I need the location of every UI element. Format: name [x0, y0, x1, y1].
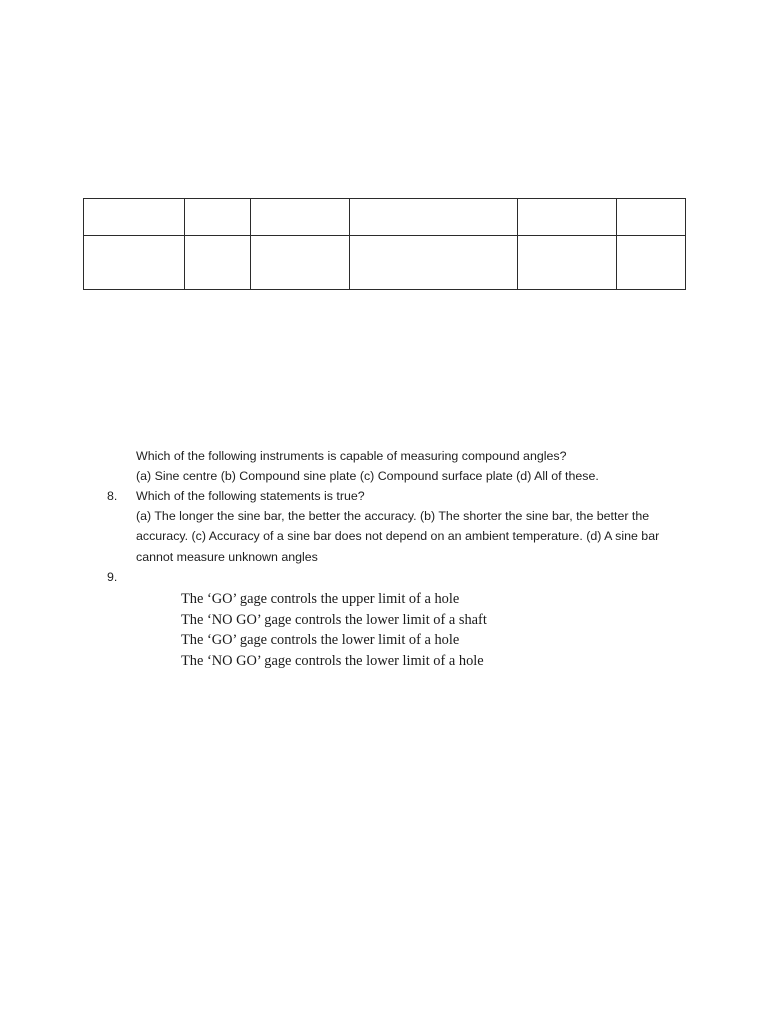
question-7-options: (a) Sine centre (b) Compound sine plate (c) Compound surface plate (d) All of these.: [136, 469, 599, 484]
table-cell: [617, 236, 686, 290]
question-8-options-line-3: cannot measure unknown angles: [136, 549, 318, 564]
answer-grid-table: [83, 198, 686, 290]
question-7-text: Which of the following instruments is capable of measuring compound angles?: [136, 449, 567, 463]
question-8: [107, 486, 677, 567]
table-cell: [617, 199, 686, 236]
question-8-stem: [107, 486, 677, 506]
question-9-option-d: The ‘NO GO’ gage controls the lower limit of a hole: [181, 652, 484, 669]
table-cell: [251, 199, 350, 236]
table-cell: [350, 199, 518, 236]
question-8-number: 8.: [107, 489, 118, 503]
question-9-options: [181, 589, 487, 671]
table-cell: [251, 236, 350, 290]
question-9-number: 9.: [107, 570, 118, 584]
question-9-option-c: The ‘GO’ gage controls the lower limit of a hole: [181, 632, 460, 648]
table-cell: [185, 199, 251, 236]
table-cell: [84, 236, 185, 290]
question-9-option-b: The ‘NO GO’ gage controls the lower limit of a shaft: [181, 611, 487, 628]
table-cell: [185, 236, 251, 290]
table-cell: [84, 199, 185, 236]
question-8-options-line-2: accuracy. (c) Accuracy of a sine bar does not depend on an ambient temperature. (d) A sine bar: [136, 529, 660, 544]
table-cell: [350, 236, 518, 290]
question-8-text: Which of the following statements is true?: [136, 489, 365, 503]
question-8-options-line-1: (a) The longer the sine bar, the better the accuracy. (b) The shorter the sine bar, the better the: [136, 509, 650, 524]
table-row: [84, 199, 686, 236]
question-7: [107, 446, 677, 486]
table-cell: [518, 199, 617, 236]
question-9-option-a: The ‘GO’ gage controls the upper limit of a hole: [181, 591, 460, 607]
table-row: [84, 236, 686, 290]
table-cell: [518, 236, 617, 290]
